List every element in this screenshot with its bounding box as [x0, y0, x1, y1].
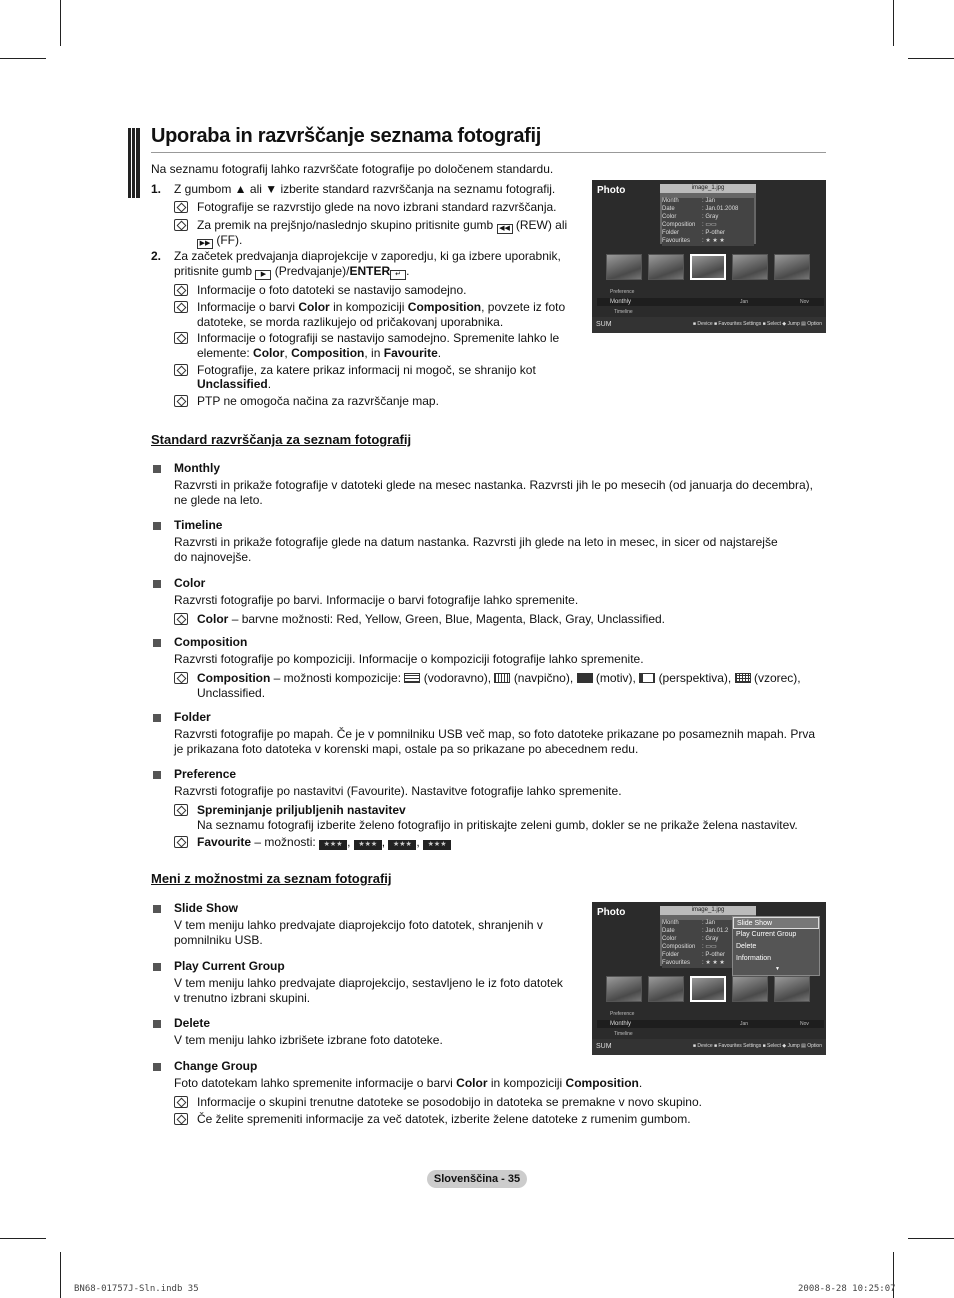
note-icon: [174, 836, 188, 848]
note-icon: [174, 201, 188, 213]
step1-note2: Za premik na prejšnjo/naslednjo skupino pritisnite gumb ◀◀ (REW) ali: [197, 218, 568, 232]
sort-monthly[interactable]: Monthly: [610, 299, 632, 305]
note-icon: [174, 613, 188, 625]
info-key: Favourites: [662, 238, 691, 244]
change-group-note1: Informacije o skupini trenutne datoteke se posodobijo in datoteka se premakne v novo skupino.: [197, 1095, 702, 1109]
info-key: Folder: [662, 952, 680, 958]
bullet-icon: [153, 905, 161, 913]
note-icon: [174, 284, 188, 296]
favourite-note: Favourite – možnosti: ★★★ , ★★★ , ★★★ , ★★★: [197, 835, 451, 850]
section-heading: Meni z možnostmi za seznam fotografij: [151, 871, 392, 886]
scroll-down-icon[interactable]: ▼: [775, 966, 780, 972]
thumbnail[interactable]: [732, 254, 768, 280]
filename: image_1.jpg: [660, 906, 756, 915]
bullet-icon: [153, 1020, 161, 1028]
item-text: Razvrsti fotografije po nastavitvi (Favourite). Nastavitve fotografije lahko spremenite.: [174, 784, 622, 798]
crop-mark: [893, 0, 894, 46]
horizontal-icon: [404, 673, 420, 683]
info-row: [662, 206, 754, 214]
sort-bar: [597, 1020, 824, 1028]
photo-options-screenshot: [592, 902, 826, 1055]
bullet-icon: [153, 963, 161, 971]
item-text: Foto datotekam lahko spremenite informacije o barvi Color in kompoziciji Composition.: [174, 1076, 643, 1090]
step2-note5: PTP ne omogoča načina za razvrščanje map.: [197, 394, 439, 408]
info-value: : P-other: [702, 952, 726, 958]
info-value: : Gray: [702, 936, 719, 942]
menu-item-slide-show[interactable]: Slide Show: [733, 917, 819, 929]
info-key: Composition: [662, 222, 696, 228]
crop-mark: [0, 58, 46, 59]
ff-icon: ▶▶: [197, 239, 213, 249]
info-value: : Gray: [702, 214, 719, 220]
note-icon: [174, 672, 188, 684]
sort-monthly[interactable]: Monthly: [610, 1021, 632, 1027]
step2-note2: Informacije o barvi Color in kompoziciji Composition, povzete iz foto: [197, 300, 566, 314]
crop-mark: [908, 1238, 954, 1239]
info-rows: [662, 198, 754, 246]
preference-label: Preference: [610, 289, 635, 295]
favourite-option: ★★★: [388, 840, 416, 850]
bullet-icon: [153, 580, 161, 588]
info-key: Folder: [662, 230, 680, 236]
sum-label: SUM: [596, 1043, 612, 1050]
info-value: : ▭▭: [702, 222, 717, 228]
info-value: : Jan.01.2008: [702, 206, 739, 212]
item-label: Play Current Group: [174, 959, 285, 973]
play-icon: ▶: [255, 270, 271, 280]
item-text: V tem meniju lahko izbrišete izbrane foto datoteke.: [174, 1033, 443, 1047]
photo-list-screenshot: [592, 180, 826, 333]
step1-note1: Fotografije se razvrstijo glede na novo izbrani standard razvrščanja.: [197, 200, 557, 214]
note-icon: [174, 395, 188, 407]
intro-text: Na seznamu fotografij lahko razvrščate fotografije po določenem standardu.: [151, 162, 554, 176]
section-heading: Standard razvrščanja za seznam fotografij: [151, 432, 412, 447]
pattern-icon: [735, 673, 751, 683]
info-key: Month: [662, 198, 679, 204]
thumbnail[interactable]: [648, 254, 684, 280]
info-value: : Jan.01.2: [702, 928, 729, 934]
thumbnail[interactable]: [774, 976, 810, 1002]
footer-buttons: ■ Device ■ Favourites Settings ■ Select ◆ Jump ▤ Option: [692, 321, 822, 327]
info-row: [662, 198, 754, 206]
thumbnail[interactable]: [606, 976, 642, 1002]
screen-footer: [592, 1039, 826, 1055]
timeline-label: Timeline: [614, 1031, 633, 1037]
month-jan: Jan: [740, 1021, 749, 1027]
bullet-icon: [153, 522, 161, 530]
vertical-icon: [494, 673, 510, 683]
sum-label: SUM: [596, 321, 612, 328]
page-number: Slovenščina - 35: [427, 1170, 527, 1188]
menu-item-play-current-group[interactable]: Play Current Group: [736, 931, 797, 938]
note-icon: [174, 364, 188, 376]
item-label: Timeline: [174, 518, 223, 532]
file-imprint: BN68-01757J-Sln.indb 35: [74, 1284, 199, 1294]
bullet-icon: [153, 465, 161, 473]
thumbnail[interactable]: [732, 976, 768, 1002]
favourite-option: ★★★: [423, 840, 451, 850]
motif-icon: [577, 673, 593, 683]
info-row: [662, 214, 754, 222]
info-panel: [660, 184, 756, 244]
favourite-option: ★★★: [354, 840, 382, 850]
info-value: : ★ ★ ★: [702, 238, 725, 244]
page-title: Uporaba in razvrščanje seznama fotografij: [151, 125, 542, 147]
step2-note3-cont: elemente: Color, Composition, in Favourite.: [197, 346, 442, 360]
note-icon: [174, 332, 188, 344]
info-key: Date: [662, 206, 675, 212]
title-divider: [151, 152, 826, 153]
info-key: Month: [662, 920, 679, 926]
step2-note2-cont: datoteke, se morda razlikujejo od pričakovanj uporabnika.: [197, 315, 504, 329]
step2-note1: Informacije o foto datoteki se nastavijo samodejno.: [197, 283, 467, 297]
info-key: Color: [662, 214, 677, 220]
month-nov: Nov: [800, 1021, 809, 1027]
sort-bar: [597, 298, 824, 306]
options-menu: [732, 916, 820, 976]
screen-footer: [592, 317, 826, 333]
title-decoration: [128, 128, 140, 198]
item-text: Razvrsti fotografije po mapah. Če je v pomnilniku USB več map, so foto datoteke prikazane po posameznih mapah. Prva je prikazana foto datoteka v korenski mapi, ostale pa so prikazane po abecednem redu.: [174, 727, 815, 756]
item-text: V tem meniju lahko predvajate diaprojekcijo, sestavljeno le iz foto datotek v trenutno izbrani skupini.: [174, 976, 563, 1005]
item-text: Razvrsti fotografije po barvi. Informacije o barvi fotografije lahko spremenite.: [174, 593, 579, 607]
step2-line1: Za začetek predvajanja diaprojekcije v zaporedju, ki ga izbere uporabnik,: [174, 249, 561, 263]
item-label: Monthly: [174, 461, 220, 475]
favourite-option: ★★★: [319, 840, 347, 850]
thumbnail-strip: [606, 976, 812, 1004]
date-imprint: 2008-8-28 10:25:07: [798, 1284, 896, 1294]
change-group-note2: Če želite spremeniti informacije za več datotek, izberite želene datoteke z rumenim gumbom.: [197, 1112, 691, 1126]
composition-note-cont: Unclassified.: [197, 686, 266, 700]
item-label: Composition: [174, 635, 248, 649]
note-icon: [174, 804, 188, 816]
thumbnail[interactable]: [774, 254, 810, 280]
step-number: 2.: [151, 249, 162, 263]
composition-note: Composition – možnosti kompozicije: (vodoravno), (navpično), (motiv), (perspektiva), (vzorec),: [197, 671, 801, 685]
step1-text: Z gumbom ▲ ali ▼ izberite standard razvrščanja na seznamu fotografij.: [174, 182, 556, 196]
info-key: Color: [662, 936, 677, 942]
info-value: : Jan: [702, 198, 716, 204]
filename: image_1.jpg: [660, 184, 756, 193]
screen-header: Photo: [597, 907, 626, 918]
info-value: : ▭▭: [702, 944, 717, 950]
item-label: Slide Show: [174, 901, 239, 915]
crop-mark: [0, 1238, 46, 1239]
bullet-icon: [153, 771, 161, 779]
thumbnail[interactable]: [606, 254, 642, 280]
screen-header: Photo: [597, 185, 626, 196]
bullet-icon: [153, 714, 161, 722]
item-text: V tem meniju lahko predvajate diaprojekcijo foto datotek, shranjenih v pomnilniku USB.: [174, 918, 543, 947]
info-value: : Jan: [702, 920, 716, 926]
info-row: [662, 238, 754, 246]
month-nov: Nov: [800, 299, 809, 305]
enter-icon: ↵: [390, 270, 406, 280]
bullet-icon: [153, 639, 161, 647]
color-note: Color – barvne možnosti: Red, Yellow, Green, Blue, Magenta, Black, Gray, Unclassified.: [197, 612, 666, 626]
item-text: Razvrsti in prikaže fotografije v datoteki glede na mesec nastanka. Razvrsti jih le po mesecih (od januarja do decembra), ne glede na leto.: [174, 478, 813, 507]
info-key: Date: [662, 928, 675, 934]
thumbnail-selected[interactable]: [690, 254, 726, 280]
note-icon: [174, 1113, 188, 1125]
item-label: Preference: [174, 767, 237, 781]
crop-mark: [60, 1252, 61, 1298]
thumbnail-selected[interactable]: [690, 976, 726, 1002]
bullet-icon: [153, 1063, 161, 1071]
step2-note3: Informacije o fotografiji se nastavijo samodejno. Spremenite lahko le: [197, 331, 560, 345]
info-value: : ★ ★ ★: [702, 960, 725, 966]
timeline-label: Timeline: [614, 309, 633, 315]
item-label: Folder: [174, 710, 211, 724]
crop-mark: [908, 58, 954, 59]
perspective-icon: [639, 673, 655, 683]
note-icon: [174, 301, 188, 313]
note-icon: [174, 1096, 188, 1108]
item-text: Razvrsti fotografije po kompoziciji. Informacije o kompoziciji fotografije lahko spremenite.: [174, 652, 644, 666]
thumbnail-strip: [606, 254, 812, 282]
step-number: 1.: [151, 182, 162, 196]
info-row: [662, 230, 754, 238]
rew-icon: ◀◀: [497, 224, 513, 234]
footer-buttons: ■ Device ■ Favourites Settings ■ Select ◆ Jump ▤ Option: [692, 1043, 822, 1049]
menu-item-delete[interactable]: Delete: [736, 943, 757, 950]
menu-item-information[interactable]: Information: [736, 955, 772, 962]
item-label: Delete: [174, 1016, 211, 1030]
info-value: : P-other: [702, 230, 726, 236]
info-key: Favourites: [662, 960, 691, 966]
preference-label: Preference: [610, 1011, 635, 1017]
info-key: Composition: [662, 944, 696, 950]
info-row: [662, 222, 754, 230]
step2-note4-cont: Unclassified.: [197, 377, 272, 391]
step1-note2-ff: ▶▶ (FF).: [197, 233, 242, 249]
item-label: Change Group: [174, 1059, 258, 1073]
item-text: Razvrsti in prikaže fotografije glede na datum nastanka. Razvrsti jih glede na leto in mesec, in sicer od najstarejše do najnovejše.: [174, 535, 778, 564]
pref-note-title: Spreminjanje priljubljenih nastavitev: [197, 803, 406, 817]
crop-mark: [60, 0, 61, 46]
item-label: Color: [174, 576, 206, 590]
step2-note4: Fotografije, za katere prikaz informacij ni mogoč, se shranijo kot: [197, 363, 536, 377]
month-jan: Jan: [740, 299, 749, 305]
note-icon: [174, 219, 188, 231]
step2-line2: pritisnite gumb ▶ (Predvajanje)/ENTER ↵ .: [174, 264, 410, 278]
pref-note: Na seznamu fotografij izberite želeno fotografijo in pritiskajte zeleni gumb, dokler se ne prikaže želena nastavitev.: [197, 818, 798, 832]
thumbnail[interactable]: [648, 976, 684, 1002]
